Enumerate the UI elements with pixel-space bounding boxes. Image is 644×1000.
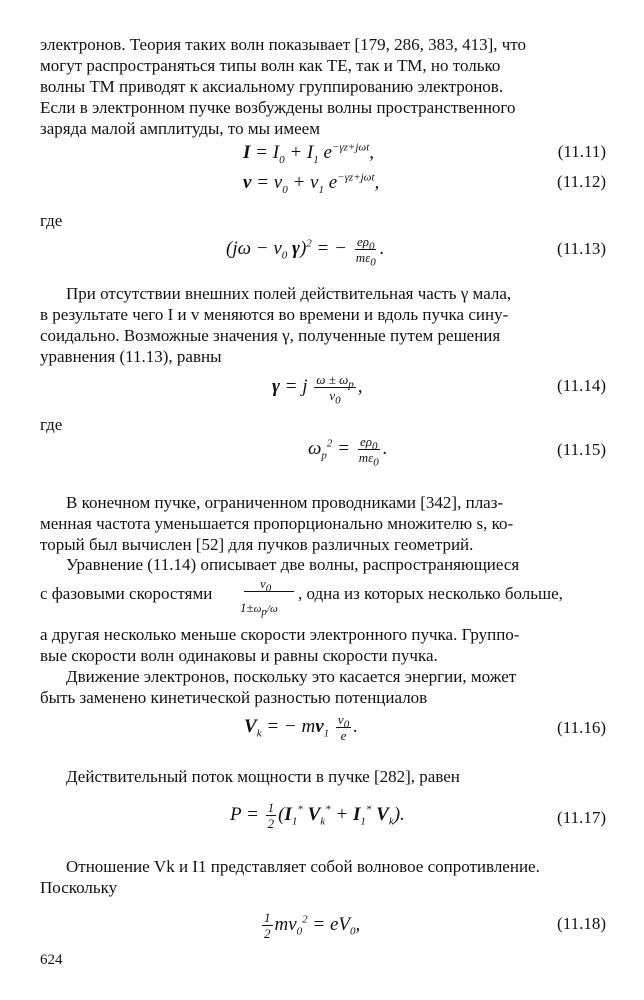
- inline-fraction: $v_0$ $1\pm\omega_p/\omega$: [240, 573, 298, 613]
- paragraph-gamma: [40, 283, 606, 367]
- formula: P = $\frac{1}{2}$ ($I_1^*$ $V_k^* + I_1^*$ $V_k$).: [230, 800, 405, 831]
- where-label-2: где: [40, 415, 63, 434]
- equation-number: (11.11): [557, 142, 606, 161]
- paragraph-impedance: [40, 856, 606, 898]
- text-line: Действительный поток мощности в пучке [282], равен: [66, 767, 460, 786]
- equation-11-12: [40, 172, 606, 206]
- text-line: Отношение Vk и I1 представляет собой волновое сопротивление.: [66, 857, 540, 876]
- text-line: электронов. Теория таких волн показывает [179, 286, 383, 413], что: [40, 35, 527, 54]
- paragraph-intro: [40, 34, 606, 139]
- equation-11-14: [40, 366, 606, 408]
- equation-number: (11.15): [557, 440, 606, 459]
- text-line: торый был вычислен [52] для пучков различных геометрий.: [40, 535, 474, 554]
- text-line: уравнения (11.13), равны: [40, 347, 222, 366]
- equation-number: (11.16): [557, 718, 606, 737]
- text-line: вые скорости волн одинаковы и равны скорости пучка.: [40, 646, 438, 665]
- text-line: Поскольку: [40, 878, 118, 897]
- formula: $V_k$ = − $mv_1$ $\frac{v_0}{e}$ .: [244, 712, 358, 743]
- equation-number: (11.13): [557, 239, 606, 258]
- phase-velocity-line: [40, 573, 606, 621]
- equation-11-17: [40, 796, 606, 840]
- text-line: быть заменено кинетической разностью потенциалов: [40, 688, 428, 707]
- text-line: менная частота уменьшается пропорционально множителю s, ко-: [40, 514, 514, 533]
- formula: γ = j $\frac{\omega \pm \omega_p}{v_0}$ ,: [272, 372, 363, 407]
- text-line: заряда малой амплитуды, то мы имеем: [40, 119, 320, 138]
- text-line: а другая несколько меньше скорости электронного пучка. Группо-: [40, 625, 520, 644]
- formula: $v = v_0 + v_1$ $e^{-\gamma z+j\omega t}$,: [243, 171, 380, 196]
- equation-number: (11.12): [557, 172, 606, 191]
- equation-number: (11.18): [557, 914, 606, 933]
- text-line: с фазовыми скоростями: [40, 584, 213, 603]
- text-line: волны ТМ приводят к аксиальному группированию электронов.: [40, 77, 504, 96]
- paragraph-group-velocity: [40, 624, 606, 666]
- equation-11-16: [40, 708, 606, 750]
- text-line: В конечном пучке, ограниченном проводниками [342], плаз-: [66, 493, 504, 512]
- where-label-1: где: [40, 211, 63, 230]
- formula: $\omega_p^2$ = $\frac{e\rho_0}{m\varepsilon_0}$ .: [308, 434, 388, 469]
- equation-number: (11.14): [557, 376, 606, 395]
- text-line: Движение электронов, поскольку это касается энергии, может: [66, 667, 517, 686]
- equation-11-11: [40, 142, 606, 176]
- equation-number: (11.17): [557, 808, 606, 827]
- page-number: 624: [40, 952, 63, 968]
- equation-11-18: [40, 906, 606, 948]
- equation-11-13: [40, 230, 606, 270]
- formula: ($j\omega - v_0$ γ)$^2$ = − $\frac{e\rho_0}{m\varepsilon_0}$ .: [226, 234, 385, 269]
- text-line: Если в электронном пучке возбуждены волны пространственного: [40, 98, 516, 117]
- text-line: , одна из которых несколько больше,: [298, 584, 563, 603]
- equation-11-15: [40, 430, 606, 472]
- formula: $I = I_0 + I_1$ $e^{-\gamma z+j\omega t}$,: [243, 141, 374, 166]
- paragraph-phase-velocity: [40, 554, 606, 575]
- formula: $\frac{1}{2}$ $mv_0^2 = eV_0$,: [264, 910, 361, 941]
- text-line: При отсутствии внешних полей действительная часть γ мала,: [66, 284, 512, 303]
- text-line: соидально. Возможные значения γ, полученные путем решения: [40, 326, 501, 345]
- paragraph-kinetic: [40, 666, 606, 708]
- text-line: в результате чего I и v меняются во времени и вдоль пучка сину-: [40, 305, 509, 324]
- paragraph-plasma: [40, 492, 606, 555]
- text-line: Уравнение (11.14) описывает две волны, распространяющиеся: [66, 555, 520, 574]
- paragraph-power: [40, 766, 606, 787]
- text-line: могут распространяться типы волн как ТЕ, так и ТМ, но только: [40, 56, 501, 75]
